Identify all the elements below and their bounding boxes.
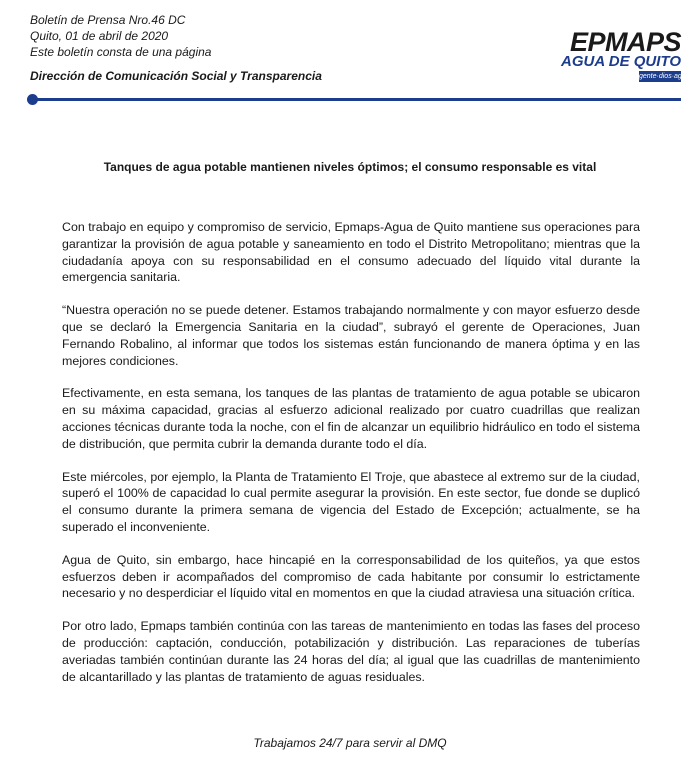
paragraph-6: Por otro lado, Epmaps también continúa con las tareas de mantenimiento en todas las fases del proceso de producción: captación, conducción, potabilización y distribución. Las reparaciones de tuberías averiadas también continúan durante las 24 horas del día; al igual que las cuadrillas de mantenimiento de alcantarillado y las plantas de tratamiento de aguas residuales. — [62, 619, 640, 684]
bulletin-number: Boletín de Prensa Nro.46 DC — [30, 13, 186, 27]
divider-dot — [27, 94, 38, 105]
place-date: Quito, 01 de abril de 2020 — [30, 29, 169, 43]
department-name: Dirección de Comunicación Social y Transparencia — [30, 69, 322, 83]
article-body — [62, 219, 640, 701]
paragraph-5: Agua de Quito, sin embargo, hace hincapié en la corresponsabilidad de los quiteños, ya que estos esfuerzos deben ir acompañados del compromiso de cada habitante por consumir lo estrictamente necesario y no desperdiciar el líquido vital en momentos en que la ciudad atraviesa una situación crítica. — [62, 552, 640, 601]
logo-line-2: AGUA DE QUITO — [560, 53, 681, 70]
tagline: Trabajamos 24/7 para servir al DMQ — [253, 736, 447, 750]
paragraph-1: Con trabajo en equipo y compromiso de servicio, Epmaps-Agua de Quito mantiene sus operaciones para garantizar la provisión de agua potable y saneamiento en todo el Distrito Metropolitano; mientras que la ciudadanía apoya con su responsabilidad en el consumo adecuado del líquido vital durante la emergencia sanitaria. — [62, 220, 640, 285]
header-divider — [30, 98, 681, 101]
pages-note: Este boletín consta de una página — [30, 45, 212, 59]
logo-line-3: gente·dios·ag — [639, 73, 682, 80]
headline: Tanques de agua potable mantienen niveles óptimos; el consumo responsable es vital — [103, 160, 597, 174]
paragraph-2: “Nuestra operación no se puede detener. Estamos trabajando normalmente y con mayor esfuerzo desde que se declaró la Emergencia Sanitaria en la ciudad”, subrayó el gerente de Operaciones, Juan Fernando Robalino, al informar que todos los sistemas están funcionando de manera óptima y en las mejores condiciones. — [62, 303, 640, 368]
paragraph-4: Este miércoles, por ejemplo, la Planta de Tratamiento El Troje, que abastece al extremo sur de la ciudad, superó el 100% de capacidad lo cual permite asegurar la provisión. En este sector, fue donde se duplicó el consumo durante la primera semana de vigencia del Estado de Excepción; actualmente, se ha superado el inconveniente. — [62, 469, 640, 534]
epmaps-logo — [553, 28, 681, 84]
paragraph-3: Efectivamente, en esta semana, los tanques de las plantas de tratamiento de agua potable se ubicaron en su máxima capacidad, gracias al esfuerzo adicional realizado por cuatro cuadrillas que realizan acciones técnicas durante toda la noche, con el fin de alcanzar un equilibrio hidráulico en todo el sistema de distribución, que permita cubrir la demanda durante todo el día. — [62, 386, 640, 451]
header-meta — [30, 12, 211, 60]
logo-line-1: EPMAPS — [569, 27, 681, 57]
